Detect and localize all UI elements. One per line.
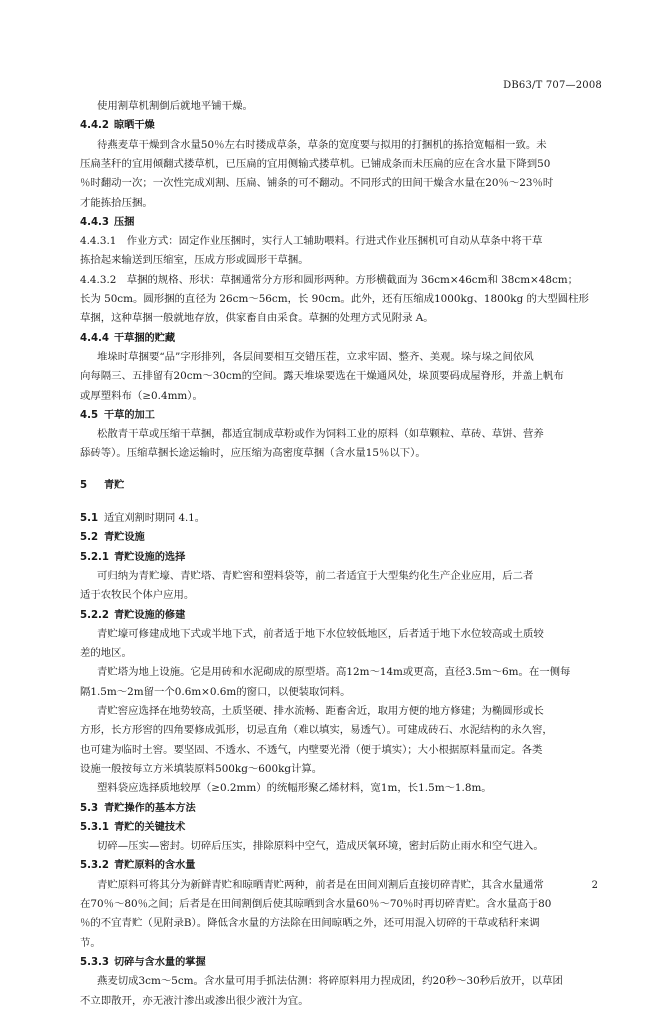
paragraph-line: 隔1.5m～2m留一个0.6m×0.6m的窗口，以便装取饲料。 xyxy=(80,685,351,698)
paragraph-line: 长为 50cm。圆形捆的直径为 26cm～56cm，长 90cm。此外，还有压缩成1000kg、1800kg 的大型圆柱形 xyxy=(80,293,589,305)
paragraph-line: 青贮窖应选择在地势较高，土质坚硬、排水流畅、距畜舍近，取用方便的地方修建；为椭圆形或长 xyxy=(97,705,544,717)
section-number: 5.2.1 xyxy=(80,551,110,563)
section-heading xyxy=(80,856,590,875)
paragraph-line: 松散青干草或压缩干草捆，都适宜制成草粉或作为饲料工业的原料（如草颗粒、草砖、草饼、营养 xyxy=(97,428,544,441)
paragraph-line: ％时翻动一次；一次性完成刈割、压扁、铺条的可不翻动。不同形式的田间干燥含水量在20％～23％时 xyxy=(80,177,554,190)
section-title: 青贮 xyxy=(104,479,125,491)
section-number: 5.3.3 xyxy=(80,956,110,968)
section-heading xyxy=(80,799,590,818)
section-heading xyxy=(80,818,590,837)
paragraph-line: ％的不宜青贮（见附录B）。降低含水量的方法除在田间晾晒之外，还可用混入切碎的干草或秸秆来调 xyxy=(80,917,540,930)
section-heading xyxy=(80,509,590,528)
section-number: 4.5 xyxy=(80,409,99,421)
standard-number: DB63/T 707—2008 xyxy=(503,80,602,91)
paragraph-line: 或厚塑料布（≥0.4mm）。 xyxy=(80,389,203,402)
section-title: 青贮操作的基本方法 xyxy=(104,802,196,814)
page-number: 2 xyxy=(591,880,598,891)
section-heading xyxy=(80,213,590,232)
section-number: 5.3 xyxy=(80,802,99,814)
section-number: 5.2.2 xyxy=(80,609,110,621)
section-title: 青贮设施的选择 xyxy=(114,551,186,563)
paragraph-line: 塑料袋应选择质地较厚（≥0.2mm）的统幅形聚乙烯材料，宽1m，长1.5m～1.8m。 xyxy=(97,782,492,795)
paragraph-line: 才能拣拾压捆。 xyxy=(80,196,153,209)
paragraph-line: 4.4.3.2 草捆的规格、形状：草捆通常分方形和圆形两种。方形横截面为 36cm×46cm和 38cm×48cm； xyxy=(80,273,579,286)
section-heading xyxy=(80,548,590,567)
paragraph-line: 切碎—压实—密封。切碎后压实，排除原料中空气，造成厌氧环境，密封后防止雨水和空气进入。 xyxy=(97,840,544,853)
paragraph-line: 不立即散开，亦无液汁渗出或渗出很少液汁为宜。 xyxy=(80,994,309,1007)
paragraph-line: 草捆，这种草捆一般就地存放，供家畜自由采食。草捆的处理方式见附录 A。 xyxy=(80,312,434,325)
section-title: 干草捆的贮藏 xyxy=(114,332,176,344)
paragraph-line: 压扁茎秆的宜用倾翻式搂草机，已压扁的宜用侧输式搂草机。已铺成条而未压扁的应在含水量下降到50 xyxy=(80,157,551,170)
paragraph-line: 燕麦切成3cm～5cm。含水量可用手抓法估测：将碎原料用力捏成团，约20秒～30秒后放开，以草团 xyxy=(97,975,563,988)
paragraph-line: 使用割草机割倒后就地平铺干燥。 xyxy=(97,100,253,112)
section-number: 4.4.2 xyxy=(80,120,110,132)
paragraph-line: 方形，长方形窖的四角要修成弧形，切忌直角（难以填实，易透气）。可建成砖石、水泥结构的永久窖， xyxy=(80,724,553,737)
section-title: 压捆 xyxy=(114,216,135,228)
section-title: 青贮的关键技术 xyxy=(114,821,186,833)
section-number: 5.3.1 xyxy=(80,821,110,833)
section-number: 4.4.3 xyxy=(80,216,110,228)
section-number: 5 xyxy=(80,479,88,491)
paragraph-line: 拣拾起来输送到压缩室，压成方形或圆形干草捆。 xyxy=(80,254,309,267)
section-title: 青贮设施 xyxy=(104,532,145,544)
paragraph-line: 青贮壕可修建成地下式或半地下式，前者适于地下水位较低地区，后者适于地下水位较高或土质较 xyxy=(97,627,544,640)
paragraph-line: 舔砖等）。压缩草捆长途运输时，应压缩为高密度草捆（含水量15％以下）。 xyxy=(80,447,426,460)
paragraph-line: 堆垛时草捆要“品”字形排列，各层间要相互交错压茬，立求牢固、整齐、美观。垛与垛之间依风 xyxy=(97,350,534,363)
section-heading xyxy=(80,116,590,135)
section-title: 晾晒干燥 xyxy=(114,120,155,132)
section-title: 适宜刈割时期同 4.1。 xyxy=(104,513,205,524)
section-heading xyxy=(80,329,590,348)
paragraph-line: 适于农牧民个体户应用。 xyxy=(80,589,195,602)
section-heading xyxy=(80,528,590,547)
paragraph-line: 待燕麦草干燥到含水量50％左右时搂成草条，草条的宽度要与拟用的打捆机的拣拾宽幅相一致。未 xyxy=(97,138,547,151)
section-title: 干草的加工 xyxy=(104,409,155,421)
paragraph-line: 节。 xyxy=(80,936,101,949)
section-heading xyxy=(80,476,590,495)
paragraph-line: 也可建为临时土窖。要坚固、不透水、不透气，内壁要光滑（便于填实）；大小根据原料量而定。各类 xyxy=(80,743,543,756)
paragraph-line: 可归纳为青贮壕、青贮塔、青贮窖和塑料袋等，前二者适宜于大型集约化生产企业应用，后二者 xyxy=(97,569,534,582)
section-number: 4.4.4 xyxy=(80,332,110,344)
paragraph-line: 青贮原料可将其分为新鲜青贮和晾晒青贮两种，前者是在田间刈割后直接切碎青贮，其含水量通常 xyxy=(97,878,544,891)
section-heading xyxy=(80,406,590,425)
section-number: 5.2 xyxy=(80,532,99,544)
paragraph-line: 设施一般按每立方米填装原料500kg～600kg计算。 xyxy=(80,762,323,775)
paragraph-line: 4.4.3.1 作业方式：固定作业压捆时，实行人工辅助喂料。行进式作业压捆机可自动从草条中将干草 xyxy=(80,235,543,248)
section-number: 5.1 xyxy=(80,513,99,524)
paragraph-line: 差的地区。 xyxy=(80,647,132,660)
section-title: 青贮设施的修建 xyxy=(114,609,186,621)
paragraph-line: 向每隔三、五排留有20cm～30cm的空间。露天堆垛要选在干燥通风处，垛顶要码成屋脊形，并盖上帆布 xyxy=(80,370,564,383)
section-heading xyxy=(80,606,590,625)
paragraph-line: 青贮塔为地上设施。它是用砖和水泥砌成的原型塔。高12m～14m或更高，直径3.5m～6m。在一侧每 xyxy=(97,666,571,679)
paragraph-line: 在70％～80％之间；后者是在田间割倒后使其晾晒到含水量60％～70％时再切碎青贮。含水量高于80 xyxy=(80,898,552,910)
section-number: 5.3.2 xyxy=(80,860,110,872)
section-heading xyxy=(80,953,590,972)
section-title: 切碎与含水量的掌握 xyxy=(114,956,206,968)
section-title: 青贮原料的含水量 xyxy=(114,860,196,872)
